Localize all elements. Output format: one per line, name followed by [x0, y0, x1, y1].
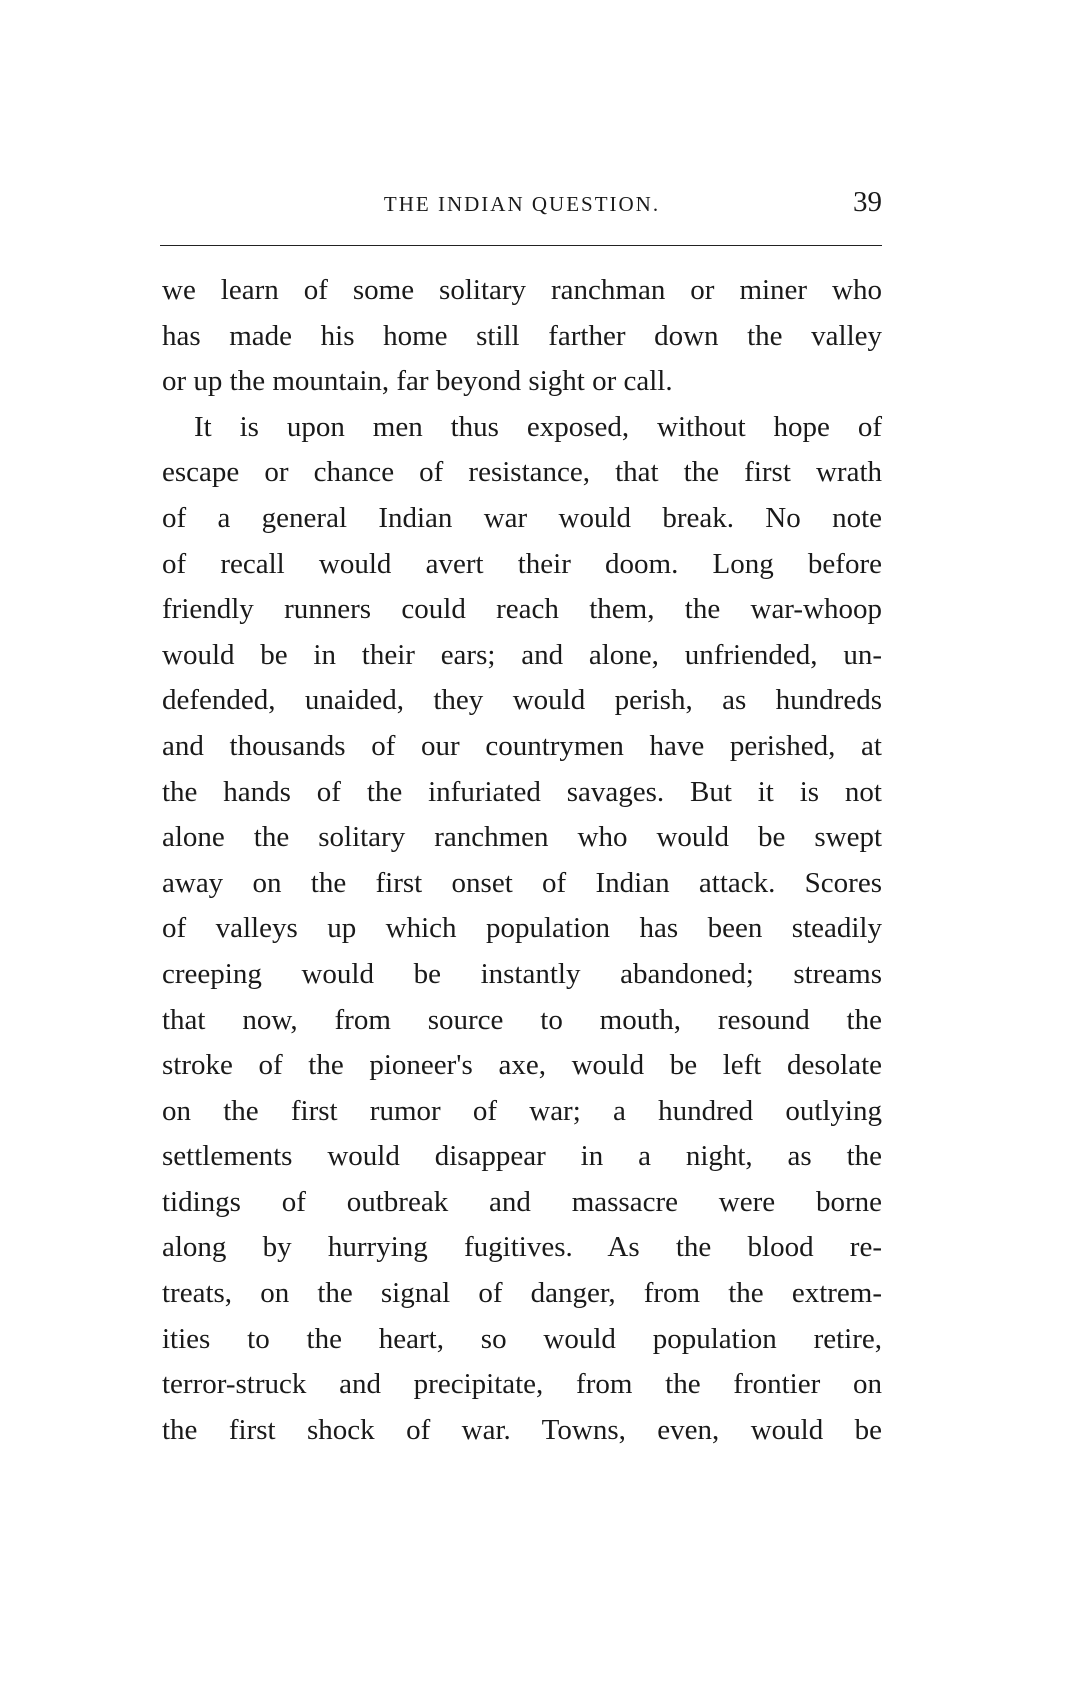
- text-line: the first shock of war. Towns, even, would be: [162, 1413, 882, 1446]
- text-line: creeping would be instantly abandoned; streams: [162, 957, 882, 990]
- text-line: treats, on the signal of danger, from the extrem-: [162, 1277, 882, 1310]
- text-line: tidings of outbreak and massacre were borne: [162, 1185, 882, 1218]
- text-line: the hands of the infuriated savages. But it is not: [162, 775, 882, 808]
- text-line: along by hurrying fugitives. As the blood re-: [162, 1231, 882, 1264]
- text-line: that now, from source to mouth, resound the: [162, 1003, 882, 1036]
- running-title: THE INDIAN QUESTION.: [383, 192, 661, 216]
- text-line: of recall would avert their doom. Long before: [162, 547, 882, 580]
- text-line: settlements would disappear in a night, as the: [162, 1140, 882, 1173]
- text-line: we learn of some solitary ranchman or miner who: [162, 274, 882, 306]
- text-line: and thousands of our countrymen have perished, at: [162, 729, 882, 762]
- running-head: [162, 186, 882, 226]
- text-line: friendly runners could reach them, the war-whoop: [162, 593, 882, 626]
- text-line: defended, unaided, they would perish, as hundreds: [162, 684, 882, 717]
- body-text: [162, 268, 882, 1453]
- text-line: would be in their ears; and alone, unfriended, un-: [162, 638, 882, 671]
- text-line: on the first rumor of war; a hundred outlying: [162, 1094, 882, 1127]
- text-line: alone the solitary ranchmen who would be swept: [162, 821, 882, 854]
- text-line: escape or chance of resistance, that the first wrath: [162, 456, 882, 489]
- header-rule: [160, 245, 882, 246]
- text-line: terror-struck and precipitate, from the frontier on: [162, 1368, 882, 1401]
- text-line: away on the first onset of Indian attack. Scores: [162, 866, 882, 899]
- text-line: It is upon men thus exposed, without hope of: [194, 410, 882, 443]
- page-number: 39: [853, 186, 882, 218]
- text-line: has made his home still farther down the valley: [162, 319, 882, 352]
- text-line: of a general Indian war would break. No note: [162, 501, 882, 534]
- text-line: or up the mountain, far beyond sight or call.: [162, 365, 673, 398]
- text-line: of valleys up which population has been steadily: [162, 912, 882, 945]
- text-line: ities to the heart, so would population retire,: [162, 1322, 882, 1355]
- text-line: stroke of the pioneer's axe, would be left desolate: [162, 1049, 882, 1082]
